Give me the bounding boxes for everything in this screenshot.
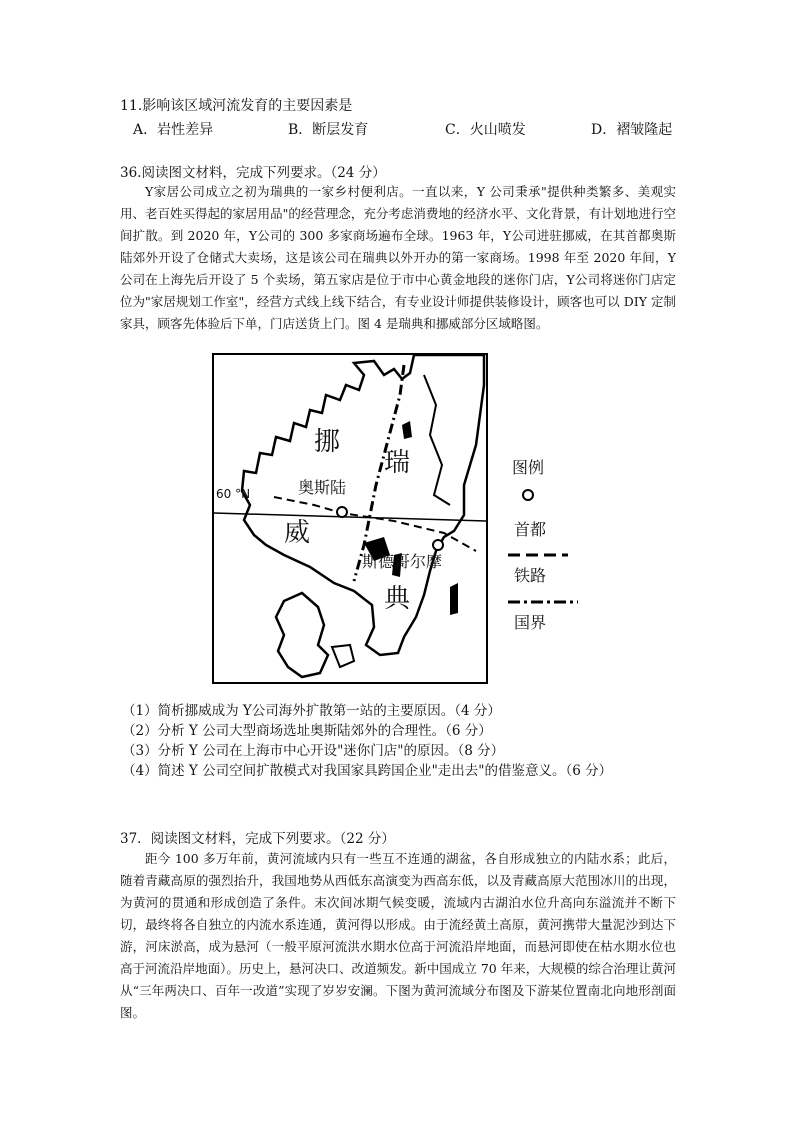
legend-capital-label: 首都 — [514, 520, 547, 539]
q36-title: 36.阅读图文材料，完成下列要求。（24 分） — [120, 165, 386, 181]
label-norway-1: 挪 — [314, 427, 341, 457]
legend-railway-label: 铁路 — [514, 566, 547, 585]
denmark-outline — [276, 593, 328, 677]
q11-stem: 11.影响该区域河流发育的主要因素是 — [120, 98, 353, 114]
q36-subquestions — [122, 701, 682, 781]
q11-option-c: C．火山喷发 — [445, 122, 526, 138]
stockholm-capital-marker — [433, 540, 443, 550]
scandinavia-map — [212, 353, 488, 684]
q11-option-d: D．褶皱隆起 — [591, 122, 673, 138]
label-stockholm: 斯德哥尔摩 — [362, 552, 443, 571]
q36-subquestion-4: （4）简述 Y 公司空间扩散模式对我国家具跨国企业"走出去"的借鉴意义。（6 分） — [122, 763, 613, 779]
legend-capital-icon — [518, 485, 538, 505]
label-norway-2: 威 — [284, 518, 311, 548]
legend-border-label: 国界 — [514, 613, 547, 632]
island-gotland — [450, 583, 458, 615]
q36-paragraph: Y家居公司成立之初为瑞典的一家乡村便利店。一直以来，Y 公司秉承"提供种类繁多、美观实用、老百姓买得起的家居用品"的经营理念，充分考虑消费地的经济水平、文化背景，有计划地进行空间扩散。到 2020 年，Y公司的 300 多家商场遍布全球。1963 年，Y公司进驻挪威，在其首都奥斯陆郊外开设了仓储式大卖场，这是该公司在瑞典以外开办的第一家商场。1998 年至 2020 年间，Y公司在上海先后开设了 5 个卖场，第五家店是位于市中心黄金地段的迷你门店，Y公司将迷你门店定位为"家居规划工作室"，经营方式线上线下结合，有专业设计师提供装修设计，顾客也可以 DIY 定制家具，顾客先体验后下单，门店送货上门。图 4 是瑞典和挪威部分区域略图。 — [120, 184, 676, 331]
label-oslo: 奥斯陆 — [298, 478, 347, 497]
label-sweden-2: 典 — [384, 584, 411, 614]
finland-coast — [424, 375, 450, 505]
q37-title: 37．阅读图文材料，完成下列要求。（22 分） — [120, 831, 395, 847]
map-drawing — [214, 355, 486, 682]
denmark-island — [332, 645, 354, 667]
q37-paragraph: 距今 100 多万年前，黄河流域内只有一些互不连通的湖盆，各自形成独立的内陆水系；此后，随着青藏高原的强烈抬升，我国地势从西低东高演变为西高东低，以及青藏高原大范围冰川的出现，为黄河的贯通和形成创造了条件。末次间冰期气候变暖，流域内古湖泊水位升高向东溢流并不断下切，最终将各自独立的内流水系连通，黄河得以形成。由于流经黄土高原，黄河携带大量泥沙到达下游，河床淤高，成为悬河（一般平原河流洪水期水位高于河流沿岸地面，而悬河即使在枯水期水位也高于河流沿岸地面）。历史上，悬河决口、改道频发。新中国成立 70 年来，大规模的综合治理让黄河从“三年两决口、百年一改道”实现了岁岁安澜。下图为黄河流域分布图及下游某位置南北向地形剖面图。 — [120, 851, 676, 1020]
q36-subquestion-2: （2）分析 Y 公司大型商场选址奥斯陆郊外的合理性。（6 分） — [122, 723, 492, 739]
label-latitude: 60 °N — [216, 487, 251, 501]
legend-border-icon — [508, 597, 578, 607]
q11-option-a: A．岩性差异 — [133, 122, 214, 138]
oslo-capital-marker — [337, 507, 347, 517]
q11-option-b: B．断层发育 — [288, 122, 369, 138]
lake-north — [402, 421, 412, 439]
legend-railway-icon — [508, 550, 568, 560]
legend-title: 图例 — [512, 458, 545, 477]
q36-subquestion-3: （3）分析 Y 公司在上海市中心开设"迷你门店"的原因。（8 分） — [122, 743, 505, 759]
q36-subquestion-1: （1）简析挪威成为 Y公司海外扩散第一站的主要原因。（4 分） — [122, 703, 501, 719]
label-sweden-1: 瑞 — [384, 448, 411, 478]
